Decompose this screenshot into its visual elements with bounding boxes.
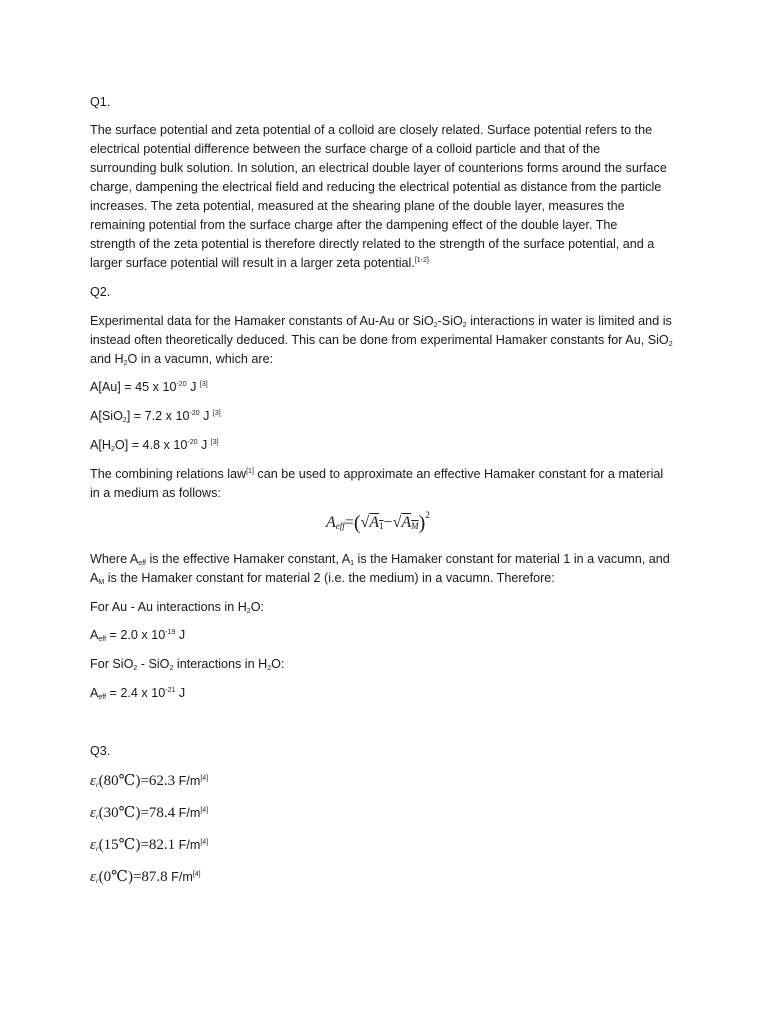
- au-interaction-value: $A_{eff} = 2.0$ x $10^{-19}$ J: [90, 628, 186, 643]
- q2-intro-line-3: and $H_2O$ in a vacumn, which are:: [90, 352, 274, 367]
- q1-line-1: The surface potential and zeta potential of a colloid are closely related. Surface potential refers to the: [90, 123, 653, 137]
- permittivity-row: $\varepsilon_r(30℃)=78.4$ F/m[4]: [90, 805, 209, 821]
- citation: [4]: [200, 839, 209, 846]
- permittivity-row: $\varepsilon_r(80℃)=62.3$ F/m[4]: [90, 773, 209, 789]
- citation: [4]: [192, 871, 201, 878]
- citation: [4]: [200, 807, 209, 814]
- citation: [4]: [200, 775, 209, 782]
- q1-heading: Q1.: [90, 95, 111, 109]
- citation: [3]: [212, 410, 221, 417]
- q1-line-6: remaining potential from the surface charge after the dampening effect of the double layer. The: [90, 218, 618, 232]
- sio2-interaction-value: $A_{eff} = 2.4$ x $10^{-21}$ J: [90, 686, 186, 701]
- q2-heading: Q2.: [90, 285, 111, 299]
- q1-line-5: increases. The zeta potential, measured at the shearing plane of the double layer, measures the: [90, 199, 625, 213]
- hamaker-sio2: A[SiO$_2$] = 7.2 x $10^{-20}$ J [3]: [90, 409, 221, 424]
- where-line-2: $A_M$ is the Hamaker constant for material 2 (i.e. the medium) in a vacumn. Therefore:: [90, 571, 555, 586]
- hamaker-au: A[Au] = 45 x $10^{-20}$ J [3]: [90, 380, 208, 394]
- q2-intro-line-2: instead often theoretically deduced. This can be done from experimental Hamaker constants for Au, SiO$_2$: [90, 333, 673, 348]
- citation: [3]: [210, 439, 219, 446]
- combining-line-2: in a medium as follows:: [90, 486, 221, 500]
- q1-line-3: surrounding bulk solution. In solution, an electrical double layer of counterions forms around the surface: [90, 161, 667, 175]
- au-interaction-label: For Au - Au interactions in $H_2O$:: [90, 600, 264, 615]
- q1-line-2: electrical potential difference between the surface charge of a colloid particle and that of the: [90, 142, 601, 156]
- hamaker-formula: $A_{eff}=(√A_1-√A_M)^2$: [326, 510, 430, 534]
- sio2-interaction-label: For SiO$_2$ - SiO$_2$ interactions in $H_2O$:: [90, 657, 285, 672]
- permittivity-row: $\varepsilon_r(0℃)=87.8$ F/m[4]: [90, 869, 201, 885]
- hamaker-h2o: $A[H_2O] = 4.8$ x $10^{-20}$ J [3]: [90, 438, 219, 453]
- q3-heading: Q3.: [90, 744, 111, 758]
- citation: [1-2]: [414, 257, 429, 264]
- q1-line-4: charge, dampening the electrical field and reducing the electrical potential as distance from the particle: [90, 180, 662, 194]
- combining-line-1: The combining relations law[1] can be used to approximate an effective Hamaker constant for a material: [90, 467, 664, 481]
- where-line-1: Where $A_{eff}$ is the effective Hamaker constant, $A_1$ is the Hamaker constant for material 1 in a vacumn, and: [90, 552, 670, 567]
- citation: [1]: [246, 468, 254, 475]
- q1-line-8: larger surface potential will result in a larger zeta potential.[1-2]: [90, 256, 429, 270]
- q2-intro-line-1: Experimental data for the Hamaker constants of Au-Au or SiO$_2$-SiO$_2$ interactions in water is limited and is: [90, 314, 672, 329]
- permittivity-row: $\varepsilon_r(15℃)=82.1$ F/m[4]: [90, 837, 209, 853]
- q1-line-7: strength of the zeta potential is therefore directly related to the strength of the surface potential, and a: [90, 237, 655, 251]
- citation: [3]: [199, 381, 208, 388]
